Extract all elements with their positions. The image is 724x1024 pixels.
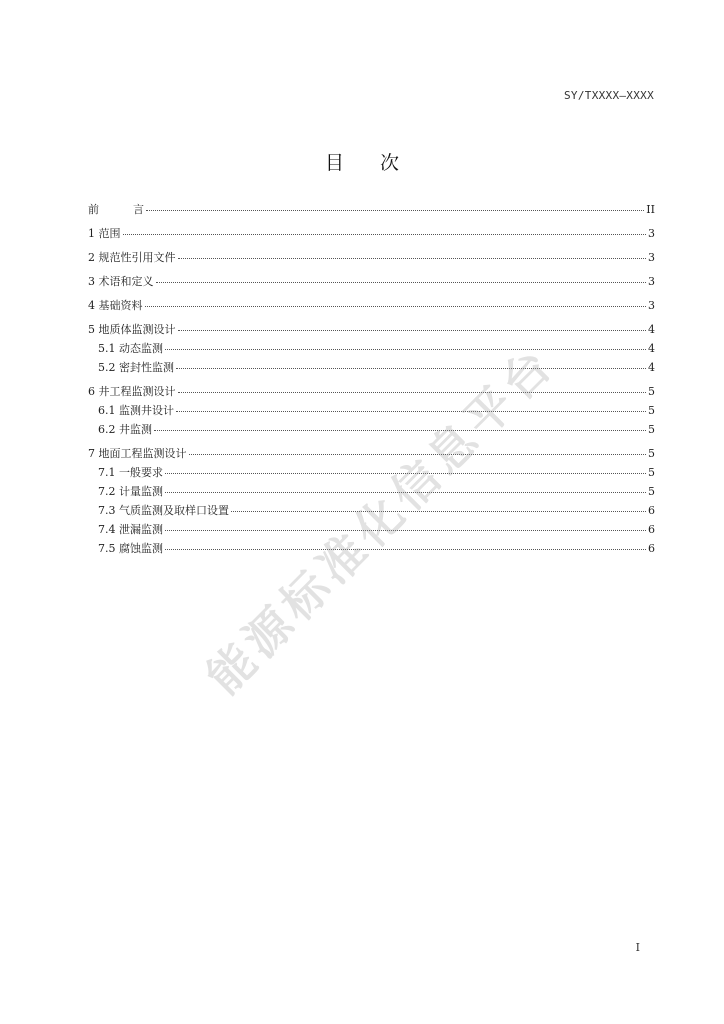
toc-page-number: 3	[648, 299, 655, 312]
toc-leader-dots	[165, 538, 646, 550]
toc-leader-dots	[165, 338, 646, 350]
watermark: 能源标准化信息平台	[196, 335, 566, 705]
toc-page-number: 5	[648, 385, 655, 398]
toc-preface-char-1: 前	[88, 203, 99, 216]
toc-subentry[interactable]	[88, 421, 655, 440]
toc-entry[interactable]	[88, 273, 655, 292]
title-char-left: 目	[324, 152, 344, 174]
toc-page-number: 4	[648, 323, 655, 336]
toc-entry[interactable]	[88, 249, 655, 268]
toc-leader-dots	[178, 319, 647, 331]
toc-entry[interactable]	[88, 225, 655, 244]
toc-subentry[interactable]	[88, 359, 655, 378]
toc-entry-label: 6.1 监测井设计	[98, 404, 174, 417]
toc-page-number: 3	[648, 227, 655, 240]
toc-entry-label: 1 范围	[88, 227, 121, 240]
toc-entry-label: 7.4 泄漏监测	[98, 523, 163, 536]
toc-entry-label: 5 地质体监测设计	[88, 323, 176, 336]
toc-page-number: 5	[648, 447, 655, 460]
toc-page-number: 5	[648, 466, 655, 479]
toc-leader-dots	[123, 223, 647, 235]
toc-entry[interactable]	[88, 297, 655, 316]
toc-entry-label: 2 规范性引用文件	[88, 251, 176, 264]
toc-leader-dots	[156, 271, 647, 283]
toc-entry-label: 7.2 计量监测	[98, 485, 163, 498]
toc-page-number: 6	[648, 504, 655, 517]
toc-page-number: 3	[648, 275, 655, 288]
toc-page-number: 6	[648, 523, 655, 536]
toc-entry-label: 6.2 井监测	[98, 423, 152, 436]
toc-entry-label: 5.2 密封性监测	[98, 361, 174, 374]
page-title	[0, 148, 724, 175]
toc-page-number: 6	[648, 542, 655, 555]
toc-page-number: 4	[648, 342, 655, 355]
toc-entry-label: 7.3 气质监测及取样口设置	[98, 504, 229, 517]
toc-entry-label: 7 地面工程监测设计	[88, 447, 187, 460]
toc-page-number: 5	[648, 404, 655, 417]
toc-entry-label: 6 井工程监测设计	[88, 385, 176, 398]
document-code: SY/TXXXX—XXXX	[564, 89, 654, 102]
toc-entry-label: 3 术语和定义	[88, 275, 154, 288]
toc-leader-dots	[146, 199, 644, 211]
toc-leader-dots	[178, 247, 647, 259]
toc-leader-dots	[176, 400, 646, 412]
toc-leader-dots	[176, 357, 646, 369]
toc-page-number: 5	[648, 485, 655, 498]
toc-entry-label: 7.5 腐蚀监测	[98, 542, 163, 555]
toc-leader-dots	[154, 419, 646, 431]
toc-entry-label	[88, 201, 144, 217]
toc-leader-dots	[145, 295, 647, 307]
toc-entry-label: 4 基础资料	[88, 299, 143, 312]
toc-entry-label: 5.1 动态监测	[98, 342, 163, 355]
toc-preface-char-2: 言	[133, 203, 144, 216]
toc-entry-label: 7.1 一般要求	[98, 466, 163, 479]
toc-entry[interactable]	[88, 201, 655, 220]
toc-leader-dots	[178, 381, 647, 393]
toc-page-number: 4	[648, 361, 655, 374]
toc-page-number: 3	[648, 251, 655, 264]
title-char-right: 次	[380, 152, 400, 174]
page-number: I	[635, 941, 640, 954]
toc-page-number: II	[646, 203, 655, 216]
toc-page-number: 5	[648, 423, 655, 436]
